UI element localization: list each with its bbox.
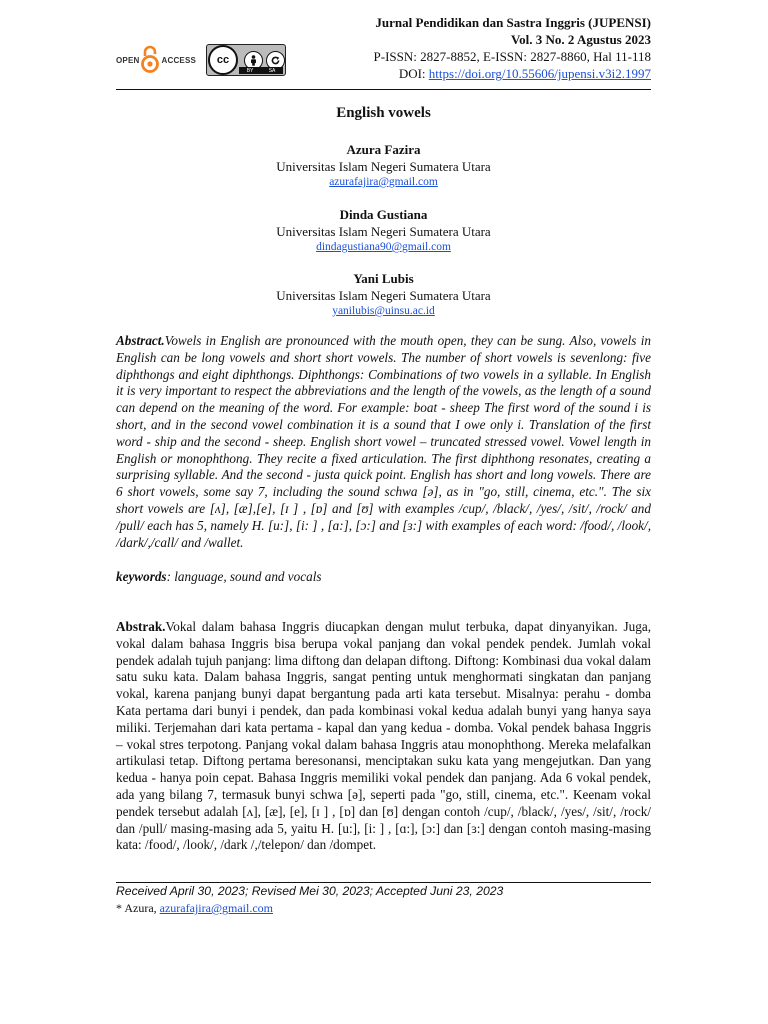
author-name: Yani Lubis — [353, 271, 414, 286]
article-title: English vowels — [336, 105, 431, 121]
abstract-paragraph — [116, 333, 651, 551]
author-affiliation: Universitas Islam Negeri Sumatera Utara — [276, 288, 491, 303]
abstrak-label: Abstrak. — [116, 619, 166, 634]
author-block — [116, 206, 651, 255]
abstrak-text: Vokal dalam bahasa Inggris diucapkan dengan mulut terbuka, dapat dinyanyikan. Juga, vokal dalam bahasa Inggris bisa berupa vokal panjang dan vokal pendek pendek. Jumlah vokal pendek adalah tujuh panjang: lima diftong dan delapan diftong. Diftong: Kombinasi dua vokal dalam satu suku kata. Dalam bahasa Inggris, sangat penting untuk menghormati singkatan dan panjang vokal, karena panjang bunyi dapat bergantung pada arti kata tersebut. Misalnya: perahu - domba Kata pertama dari bunyi i pendek, dan pada kombinasi vokal kedua adalah bunyi yang hanya saya miliki. Terjemahan dari kata pertama - kapal dan yang kedua - domba. Vokal pendek bahasa Inggris – vokal stres terpotong. Panjang vokal dalam bahasa Inggris atau monophthong. Mereka melafalkan artikulasi tetap. Diftong pertama beresonansi, menciptakan suku kata yang mengejutkan. Dan yang kedua - hanya poin cepat. Bahasa Inggris memiliki vokal pendek dan panjang. Ada 6 vokal pendek, ada yang bilang 7, termasuk bunyi schwa [ə], seperti pada "go, still, cinema, etc.". Keenam vokal pendek tersebut adalah [ʌ], [æ], [e], [ɪ ] , [ɒ] dan [ʊ] dengan contoh /cup/, /black/, /yes/, /sit/, /rock/ dan /pull/ masing-masing ada 5, yaitu H. [u:], [i: ] , [ɑ:], [ɔ:] dan [ɜ:] dengan contoh masing-masing kata: /food/, /look/, /dark /,/telepon/ dan /dompet. — [116, 619, 651, 853]
header-rule — [116, 89, 651, 90]
author-email-link[interactable]: yanilubis@uinsu.ac.id — [332, 305, 435, 317]
received-dates: Received April 30, 2023; Revised Mei 30, 2023; Accepted Juni 23, 2023 — [116, 884, 504, 898]
journal-info — [374, 14, 651, 82]
author-block — [116, 141, 651, 190]
logo-group — [116, 44, 286, 76]
journal-header — [116, 14, 651, 90]
author-block — [116, 270, 651, 319]
license-by-text: BY — [246, 67, 254, 74]
license-sa-text: SA — [268, 67, 276, 74]
keywords-line — [116, 569, 651, 585]
author-email-link[interactable]: azurafajira@gmail.com — [329, 176, 438, 188]
journal-doi — [374, 65, 651, 82]
open-access-lock-icon — [141, 45, 159, 75]
author-name: Azura Fazira — [346, 142, 421, 157]
abstrak-paragraph — [116, 619, 651, 854]
keywords-text: : language, sound and vocals — [166, 569, 322, 584]
author-email-link[interactable]: dindagustiana90@gmail.com — [316, 241, 451, 253]
doi-link[interactable]: https://doi.org/10.55606/jupensi.v3i2.1997 — [428, 66, 651, 81]
license-strip — [239, 67, 283, 74]
open-access-left-text: OPEN — [116, 55, 140, 65]
journal-name: Jurnal Pendidikan dan Sastra Inggris (JUPENSI) — [375, 15, 651, 30]
footer-rule — [116, 882, 651, 883]
author-name: Dinda Gustiana — [339, 207, 428, 222]
open-access-right-text: ACCESS — [161, 55, 197, 65]
keywords-label: keywords — [116, 569, 167, 584]
corresponding-email-link[interactable]: azurafajira@gmail.com — [159, 901, 273, 915]
abstract-label: Abstract. — [116, 333, 165, 348]
author-affiliation: Universitas Islam Negeri Sumatera Utara — [276, 159, 491, 174]
doi-label: DOI: — [398, 66, 426, 81]
journal-volume: Vol. 3 No. 2 Agustus 2023 — [510, 32, 651, 47]
corresponding-prefix: * Azura, — [116, 901, 157, 915]
cc-license-badge[interactable] — [206, 44, 286, 76]
abstract-text: Vowels in English are pronounced with the mouth open, they can be sung. Also, vowels in English can be long vowels and short short vowels. The number of short vowels is sevenlong: five diphthongs and eight diphthongs. Diphthongs: Combinations of two vowels in a syllable. In English it is very important to respect the abbreviations and the length of the vowels, as the length of a sound can depend on the meaning of the word. For example: boat - sheep The first word of the sound i is short, and in the second vowel combination it is a sound that I owe only i. Translation of the first word - ship and the second - sheep. English short vowel – truncated stressed vowel. Vowel length in English or monophthong. They recite a fixed articulation. The first diphthong resonates, creating a surprising syllable. And the second - justa quick point. English has short and long vowels. There are 6 short vowels, some say 7, including the sound schwa [ə], as in "go, still, cinema, etc.". The six short vowels are [ʌ], [æ],[e], [ɪ ] , [ɒ] and [ʊ] with examples /cup/, /black/, /yes/, /sit/, /rock/ and /pull/ each has 5, namely H. [u:], [i: ] , [ɑ:], [ɔ:] and [ɜ:] with examples of each word: /food/, /look/, /dark/,/call/ and /wallet. — [116, 333, 651, 550]
corresponding-footnote — [116, 901, 273, 916]
cc-license-icon: cc — [208, 45, 238, 75]
author-affiliation: Universitas Islam Negeri Sumatera Utara — [276, 224, 491, 239]
open-access-logo[interactable] — [116, 45, 196, 75]
journal-issn: P-ISSN: 2827-8852, E-ISSN: 2827-8860, Hal 11-118 — [373, 49, 651, 64]
